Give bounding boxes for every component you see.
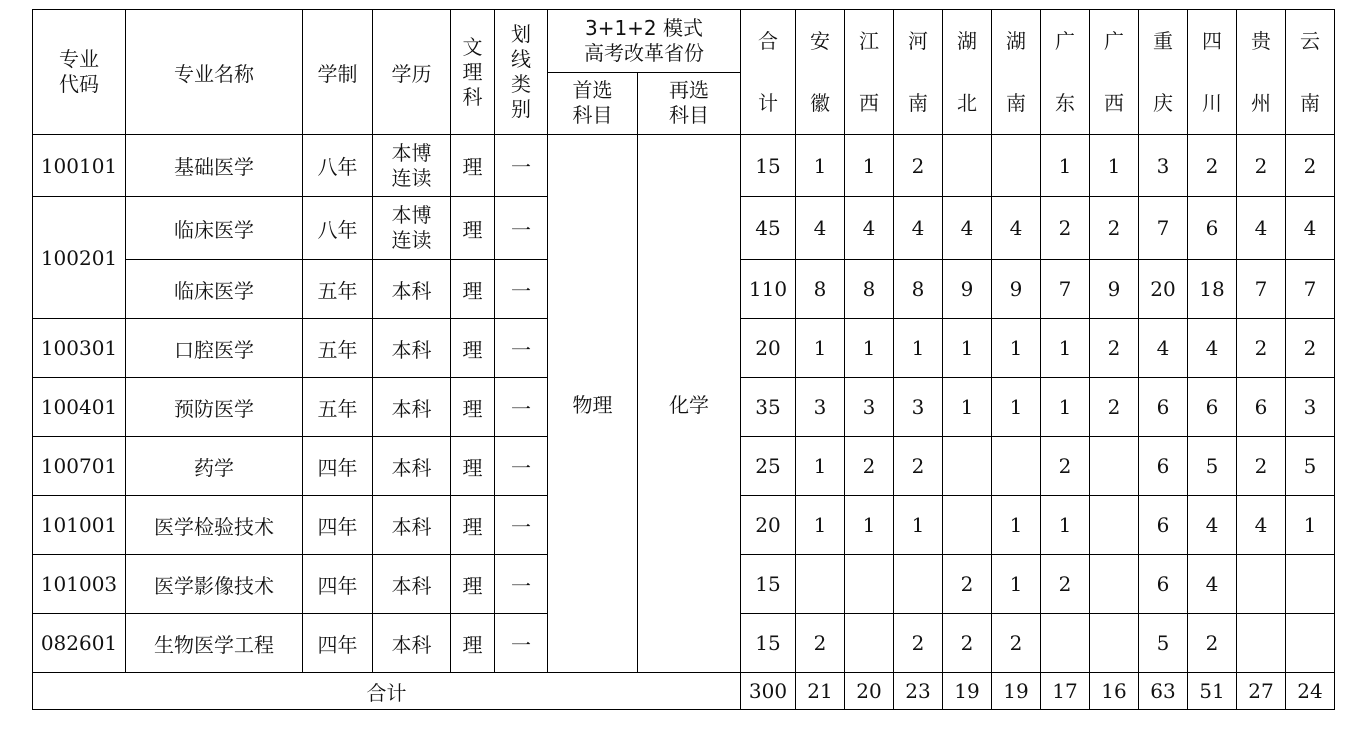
province-value: 4	[1188, 319, 1237, 378]
province-value: 2	[1090, 319, 1139, 378]
province-total: 27	[1237, 673, 1286, 710]
province-value: 3	[1139, 135, 1188, 197]
province-value: 8	[845, 260, 894, 319]
province-value: 4	[796, 197, 845, 260]
province-value: 1	[796, 135, 845, 197]
province-value: 2	[1237, 437, 1286, 496]
total-label: 合计	[33, 673, 741, 710]
province-value: 1	[1090, 135, 1139, 197]
major-code: 101001	[33, 496, 126, 555]
province-value: 2	[1090, 197, 1139, 260]
row-total: 45	[741, 197, 796, 260]
province-value: 4	[1286, 197, 1335, 260]
province-value: 4	[943, 197, 992, 260]
province-value: 2	[1041, 437, 1090, 496]
province-value: 20	[1139, 260, 1188, 319]
major-name: 医学检验技术	[126, 496, 303, 555]
track: 理	[451, 260, 495, 319]
row-total: 25	[741, 437, 796, 496]
province-value: 5	[1139, 614, 1188, 673]
cutline: 一	[495, 135, 548, 197]
second-subject: 化学	[638, 135, 741, 673]
header-years: 学制	[303, 10, 373, 135]
major-code: 082601	[33, 614, 126, 673]
province-value: 1	[1041, 378, 1090, 437]
province-total: 19	[992, 673, 1041, 710]
row-total: 110	[741, 260, 796, 319]
province-value: 2	[894, 437, 943, 496]
province-value: 6	[1188, 197, 1237, 260]
province-value: 2	[894, 614, 943, 673]
major-name: 临床医学	[126, 260, 303, 319]
province-value: 1	[894, 496, 943, 555]
table-row	[33, 135, 1335, 197]
province-value: 2	[1237, 135, 1286, 197]
province-value	[943, 135, 992, 197]
province-value: 2	[1041, 555, 1090, 614]
province-value: 1	[894, 319, 943, 378]
province-total: 24	[1286, 673, 1335, 710]
row-total: 15	[741, 135, 796, 197]
cutline: 一	[495, 260, 548, 319]
province-value: 1	[796, 319, 845, 378]
row-total: 15	[741, 614, 796, 673]
province-value	[943, 496, 992, 555]
province-value: 1	[943, 378, 992, 437]
province-value: 1	[1286, 496, 1335, 555]
total-row	[33, 673, 1335, 710]
header-province: 湖 北	[943, 10, 992, 135]
header-province: 广 东	[1041, 10, 1090, 135]
province-value: 2	[1286, 135, 1335, 197]
province-value: 5	[1286, 437, 1335, 496]
province-value: 1	[943, 319, 992, 378]
province-value	[845, 555, 894, 614]
row-total: 20	[741, 496, 796, 555]
header-major-name: 专业名称	[126, 10, 303, 135]
header-province: 江 西	[845, 10, 894, 135]
province-value: 8	[796, 260, 845, 319]
header-province: 云 南	[1286, 10, 1335, 135]
province-value: 2	[845, 437, 894, 496]
province-value: 4	[1139, 319, 1188, 378]
cutline: 一	[495, 614, 548, 673]
province-value: 3	[1286, 378, 1335, 437]
province-value: 6	[1139, 555, 1188, 614]
province-value: 1	[992, 378, 1041, 437]
province-value: 1	[992, 319, 1041, 378]
province-value: 3	[845, 378, 894, 437]
track: 理	[451, 378, 495, 437]
major-code: 100401	[33, 378, 126, 437]
province-value: 9	[992, 260, 1041, 319]
major-name: 预防医学	[126, 378, 303, 437]
cutline: 一	[495, 319, 548, 378]
province-value: 1	[796, 496, 845, 555]
province-value: 1	[845, 319, 894, 378]
row-total: 15	[741, 555, 796, 614]
header-province: 重 庆	[1139, 10, 1188, 135]
degree: 本博 连读	[373, 135, 451, 197]
province-value: 1	[1041, 135, 1090, 197]
province-value	[796, 555, 845, 614]
header-second-subject: 再选 科目	[638, 72, 741, 135]
province-total: 23	[894, 673, 943, 710]
province-value: 6	[1237, 378, 1286, 437]
province-value: 2	[894, 135, 943, 197]
province-value: 1	[992, 496, 1041, 555]
province-value: 4	[894, 197, 943, 260]
province-value: 1	[992, 555, 1041, 614]
province-value: 7	[1286, 260, 1335, 319]
header-province: 河 南	[894, 10, 943, 135]
province-value: 5	[1188, 437, 1237, 496]
major-name: 口腔医学	[126, 319, 303, 378]
province-value: 18	[1188, 260, 1237, 319]
header-province: 湖 南	[992, 10, 1041, 135]
province-value: 2	[1188, 135, 1237, 197]
header-province: 四 川	[1188, 10, 1237, 135]
province-value: 6	[1188, 378, 1237, 437]
province-total: 51	[1188, 673, 1237, 710]
province-value	[894, 555, 943, 614]
row-total: 35	[741, 378, 796, 437]
years: 五年	[303, 260, 373, 319]
province-value: 1	[1041, 496, 1090, 555]
province-value: 6	[1139, 496, 1188, 555]
province-value: 4	[845, 197, 894, 260]
header-province: 贵 州	[1237, 10, 1286, 135]
major-name: 药学	[126, 437, 303, 496]
province-value	[1090, 614, 1139, 673]
province-value	[1286, 555, 1335, 614]
cutline: 一	[495, 496, 548, 555]
header-first-subject: 首选 科目	[548, 72, 638, 135]
header-province: 广 西	[1090, 10, 1139, 135]
major-name: 医学影像技术	[126, 555, 303, 614]
province-value: 2	[1286, 319, 1335, 378]
major-code: 100101	[33, 135, 126, 197]
province-value	[845, 614, 894, 673]
province-value: 7	[1237, 260, 1286, 319]
province-value: 3	[894, 378, 943, 437]
province-value: 1	[845, 496, 894, 555]
header-cutline-category: 划 线 类 别	[495, 10, 548, 135]
province-value: 4	[1188, 555, 1237, 614]
province-value	[992, 437, 1041, 496]
province-value: 4	[1237, 197, 1286, 260]
province-value: 1	[1041, 319, 1090, 378]
province-value: 9	[943, 260, 992, 319]
years: 八年	[303, 135, 373, 197]
track: 理	[451, 555, 495, 614]
first-subject: 物理	[548, 135, 638, 673]
cutline: 一	[495, 378, 548, 437]
province-total: 19	[943, 673, 992, 710]
province-value: 7	[1041, 260, 1090, 319]
cutline: 一	[495, 555, 548, 614]
province-value: 9	[1090, 260, 1139, 319]
province-value	[1090, 496, 1139, 555]
track: 理	[451, 614, 495, 673]
track: 理	[451, 437, 495, 496]
province-value	[943, 437, 992, 496]
degree: 本科	[373, 437, 451, 496]
degree: 本科	[373, 260, 451, 319]
grand-total: 300	[741, 673, 796, 710]
header-degree: 学历	[373, 10, 451, 135]
major-name: 基础医学	[126, 135, 303, 197]
major-code: 100701	[33, 437, 126, 496]
degree: 本科	[373, 614, 451, 673]
province-value: 4	[992, 197, 1041, 260]
cutline: 一	[495, 437, 548, 496]
province-value: 2	[943, 555, 992, 614]
province-value: 6	[1139, 437, 1188, 496]
degree: 本博 连读	[373, 197, 451, 260]
header-province: 安 徽	[796, 10, 845, 135]
years: 四年	[303, 437, 373, 496]
row-total: 20	[741, 319, 796, 378]
province-value: 2	[1237, 319, 1286, 378]
province-value	[1237, 555, 1286, 614]
province-value: 4	[1188, 496, 1237, 555]
province-value	[1090, 555, 1139, 614]
province-total: 21	[796, 673, 845, 710]
years: 四年	[303, 555, 373, 614]
track: 理	[451, 319, 495, 378]
province-value: 2	[943, 614, 992, 673]
major-code: 101003	[33, 555, 126, 614]
degree: 本科	[373, 319, 451, 378]
header-total: 合 计	[741, 10, 796, 135]
province-value: 3	[796, 378, 845, 437]
province-value	[1090, 437, 1139, 496]
province-value: 1	[796, 437, 845, 496]
major-name: 生物医学工程	[126, 614, 303, 673]
header-reform-mode: 3+1+2 模式 高考改革省份	[548, 10, 741, 73]
years: 八年	[303, 197, 373, 260]
province-value: 2	[1090, 378, 1139, 437]
years: 五年	[303, 319, 373, 378]
header-track: 文 理 科	[451, 10, 495, 135]
province-value: 4	[1237, 496, 1286, 555]
years: 五年	[303, 378, 373, 437]
track: 理	[451, 197, 495, 260]
province-value: 2	[1041, 197, 1090, 260]
province-total: 63	[1139, 673, 1188, 710]
province-value	[1237, 614, 1286, 673]
major-code: 100201	[33, 197, 126, 319]
header-major-code: 专业 代码	[33, 10, 126, 135]
track: 理	[451, 135, 495, 197]
province-value	[992, 135, 1041, 197]
degree: 本科	[373, 555, 451, 614]
province-value: 1	[845, 135, 894, 197]
province-value: 7	[1139, 197, 1188, 260]
province-value: 2	[992, 614, 1041, 673]
province-total: 20	[845, 673, 894, 710]
header-row-main	[33, 10, 1335, 73]
major-code: 100301	[33, 319, 126, 378]
province-value: 2	[1188, 614, 1237, 673]
years: 四年	[303, 496, 373, 555]
province-value: 8	[894, 260, 943, 319]
enrollment-plan-table	[32, 9, 1335, 710]
province-value: 2	[796, 614, 845, 673]
degree: 本科	[373, 378, 451, 437]
province-value: 6	[1139, 378, 1188, 437]
province-value	[1041, 614, 1090, 673]
cutline: 一	[495, 197, 548, 260]
years: 四年	[303, 614, 373, 673]
province-total: 16	[1090, 673, 1139, 710]
province-total: 17	[1041, 673, 1090, 710]
track: 理	[451, 496, 495, 555]
degree: 本科	[373, 496, 451, 555]
major-name: 临床医学	[126, 197, 303, 260]
province-value	[1286, 614, 1335, 673]
